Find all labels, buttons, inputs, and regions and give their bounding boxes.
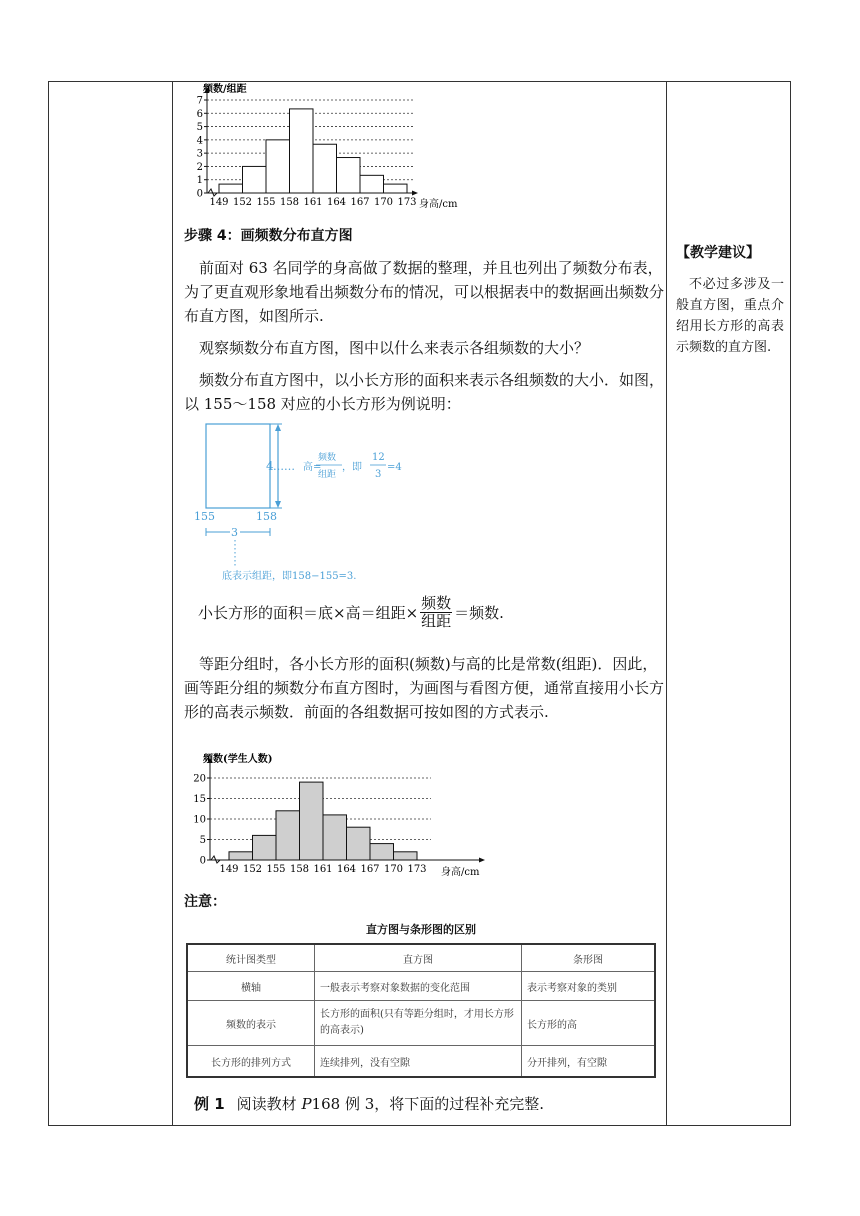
- table-row: [187, 972, 655, 1001]
- x-tick-label: 167: [350, 197, 370, 208]
- histogram-bar: [360, 175, 384, 193]
- paragraph-1-text: 前面对 63 名同学的身高做了数据的整理，并且也列出了频数分布表，为了更直观形象地看出频数分布的情况，可以根据表中的数据画出频数分布: [184, 259, 665, 325]
- x-tick-label: 158: [279, 197, 300, 208]
- y-tick-label: 3: [196, 148, 203, 160]
- y-tick-label: 6: [196, 108, 203, 120]
- demo-rectangle: [206, 424, 270, 508]
- x-tick-label: 152: [232, 197, 253, 208]
- y-tick-label: 20: [193, 773, 206, 785]
- x-tick-label: 173: [407, 864, 427, 875]
- sidebar-title: 【教学建议】: [676, 245, 760, 261]
- difference-table-title: 直方图与条形图的区别: [366, 923, 476, 936]
- note-heading: 注意：: [184, 894, 226, 910]
- dotted-leader: ……: [273, 460, 295, 473]
- example-1: [194, 1092, 674, 1116]
- histogram-freq-density: [186, 83, 476, 213]
- histogram-bar: [323, 815, 347, 860]
- histogram-bar: [313, 144, 337, 193]
- table-cell: 连续排列，没有空隙: [315, 1046, 522, 1078]
- paragraph-2: 观察频数分布直方图，图中以什么来表示各组频数的大小？: [199, 339, 590, 357]
- paragraph-4: 等距分组时，各小长方形的面积(频数)与高的比是常数(组距)．因此，画等距分组的频数分布直方图时，为画图与看图方便，通常直接用小长方形的高表示频数．前面的各组数据可按如图的方式表示.: [184, 655, 665, 721]
- height-value: 4: [266, 459, 274, 473]
- y-tick-label: 7: [196, 95, 203, 107]
- paragraph-1: [184, 256, 664, 328]
- histogram-bar: [347, 827, 371, 860]
- table-cell: 频数的表示: [187, 1001, 315, 1046]
- bars: [229, 782, 417, 860]
- y-tick-label: 5: [196, 122, 203, 134]
- y-tick-label: 10: [193, 814, 206, 826]
- right-x-label: 158: [256, 510, 277, 523]
- fraction-3: 3: [375, 469, 382, 480]
- table-cell: 横轴: [187, 972, 315, 1001]
- formula-suffix: ＝频数.: [454, 604, 504, 622]
- formula-prefix: 小长方形的面积＝底×高＝组距×: [198, 604, 419, 622]
- histogram-bar: [229, 852, 253, 860]
- width-value: 3: [231, 526, 238, 539]
- sidebar-text: 不必过多涉及一般直方图，重点介绍用长方形的高表示频数的直方图.: [676, 277, 784, 355]
- histogram-bar: [337, 158, 361, 193]
- y-tick-label: 0: [199, 855, 206, 867]
- term-histogram: 直方图: [199, 307, 245, 325]
- table-header-cell: 条形图: [522, 944, 656, 972]
- example-text: 阅读教材: [236, 1095, 302, 1113]
- x-tick-label: 149: [209, 197, 229, 208]
- histogram-bar: [370, 844, 394, 860]
- y-tick-label: 15: [193, 794, 206, 805]
- table-cell: 长方形的排列方式: [187, 1046, 315, 1078]
- example-page-letter: P: [301, 1095, 312, 1113]
- x-tick-label: 152: [242, 864, 263, 875]
- histogram-bar: [253, 835, 277, 860]
- column-divider-right: [666, 81, 667, 1126]
- column-divider-left: [172, 81, 173, 1126]
- table-row: [187, 1001, 655, 1046]
- y-axis-label: 频数(学生人数): [203, 754, 273, 765]
- x-tick-label: 164: [336, 864, 357, 875]
- y-tick-label: 4: [196, 135, 203, 147]
- histogram-bar: [384, 184, 408, 193]
- table-cell: 长方形的高: [522, 1001, 656, 1046]
- example-text-end: 168 例 3，将下面的过程补充完整.: [311, 1095, 545, 1113]
- example-label: 例 1: [194, 1095, 225, 1113]
- table-cell: 分开排列，有空隙: [522, 1046, 656, 1078]
- x-tick-label: 149: [219, 864, 239, 875]
- paragraph-1-end: ，如图所示.: [244, 307, 324, 325]
- equals-4: =4: [387, 462, 402, 473]
- histogram-frequency: [186, 748, 486, 880]
- area-formula: [198, 595, 504, 630]
- x-tick-label: 155: [256, 197, 276, 208]
- difference-table: [186, 943, 656, 1078]
- bars: [219, 109, 407, 193]
- histogram-bar: [394, 852, 418, 860]
- x-axis-label: 身高/cm: [441, 867, 480, 878]
- x-tick-label: 164: [326, 197, 347, 208]
- y-tick-label: 1: [196, 175, 203, 187]
- histogram-bar: [290, 109, 314, 193]
- left-x-label: 155: [194, 510, 215, 523]
- histogram-bar: [300, 782, 324, 860]
- x-tick-label: 161: [303, 197, 323, 208]
- histogram-bar: [266, 140, 290, 193]
- table-row: [187, 1046, 655, 1078]
- histogram-bar: [243, 166, 267, 193]
- namely-label: ，即: [342, 462, 362, 473]
- formula-numerator: 频数: [421, 594, 452, 612]
- table-header-row: [187, 944, 655, 972]
- x-tick-label: 167: [360, 864, 380, 875]
- table-header-cell: 直方图: [315, 944, 522, 972]
- x-tick-label: 161: [313, 864, 333, 875]
- x-tick-label: 155: [266, 864, 286, 875]
- table-cell: 表示考察对象的类别: [522, 972, 656, 1001]
- y-axis-label: 频数/组距: [203, 84, 247, 95]
- x-tick-label: 170: [383, 864, 404, 875]
- x-tick-label: 158: [289, 864, 310, 875]
- formula-fraction: [420, 595, 452, 630]
- x-tick-label: 170: [373, 197, 394, 208]
- fraction-denominator: 组距: [318, 470, 337, 480]
- table-cell: 一般表示考察对象数据的变化范围: [315, 972, 522, 1001]
- histogram-bar: [219, 184, 243, 193]
- rectangle-demo-figure: [194, 418, 424, 584]
- table-cell: 长方形的面积(只有等距分组时，才用长方形的高表示): [315, 1001, 522, 1046]
- y-tick-label: 0: [196, 188, 203, 200]
- formula-denominator: 组距: [421, 612, 452, 630]
- y-tick-label: 5: [199, 835, 206, 846]
- paragraph-3: 频数分布直方图中，以小长方形的面积来表示各组频数的大小．如图，以 155～158 对应的小长方形为例说明：: [184, 371, 665, 413]
- fraction-numerator: 频数: [318, 453, 337, 463]
- y-tick-label: 2: [196, 161, 203, 173]
- x-tick-label: 173: [397, 197, 417, 208]
- height-equals-label: 高=: [303, 462, 322, 473]
- step-4-heading: 步骤 4：画频数分布直方图: [184, 228, 353, 244]
- table-header-cell: 统计图类型: [187, 944, 315, 972]
- fraction-12: 12: [372, 452, 385, 463]
- x-axis-label: 身高/cm: [419, 199, 458, 210]
- histogram-bar: [276, 811, 300, 860]
- base-note: 底表示组距，即158−155=3.: [222, 571, 357, 582]
